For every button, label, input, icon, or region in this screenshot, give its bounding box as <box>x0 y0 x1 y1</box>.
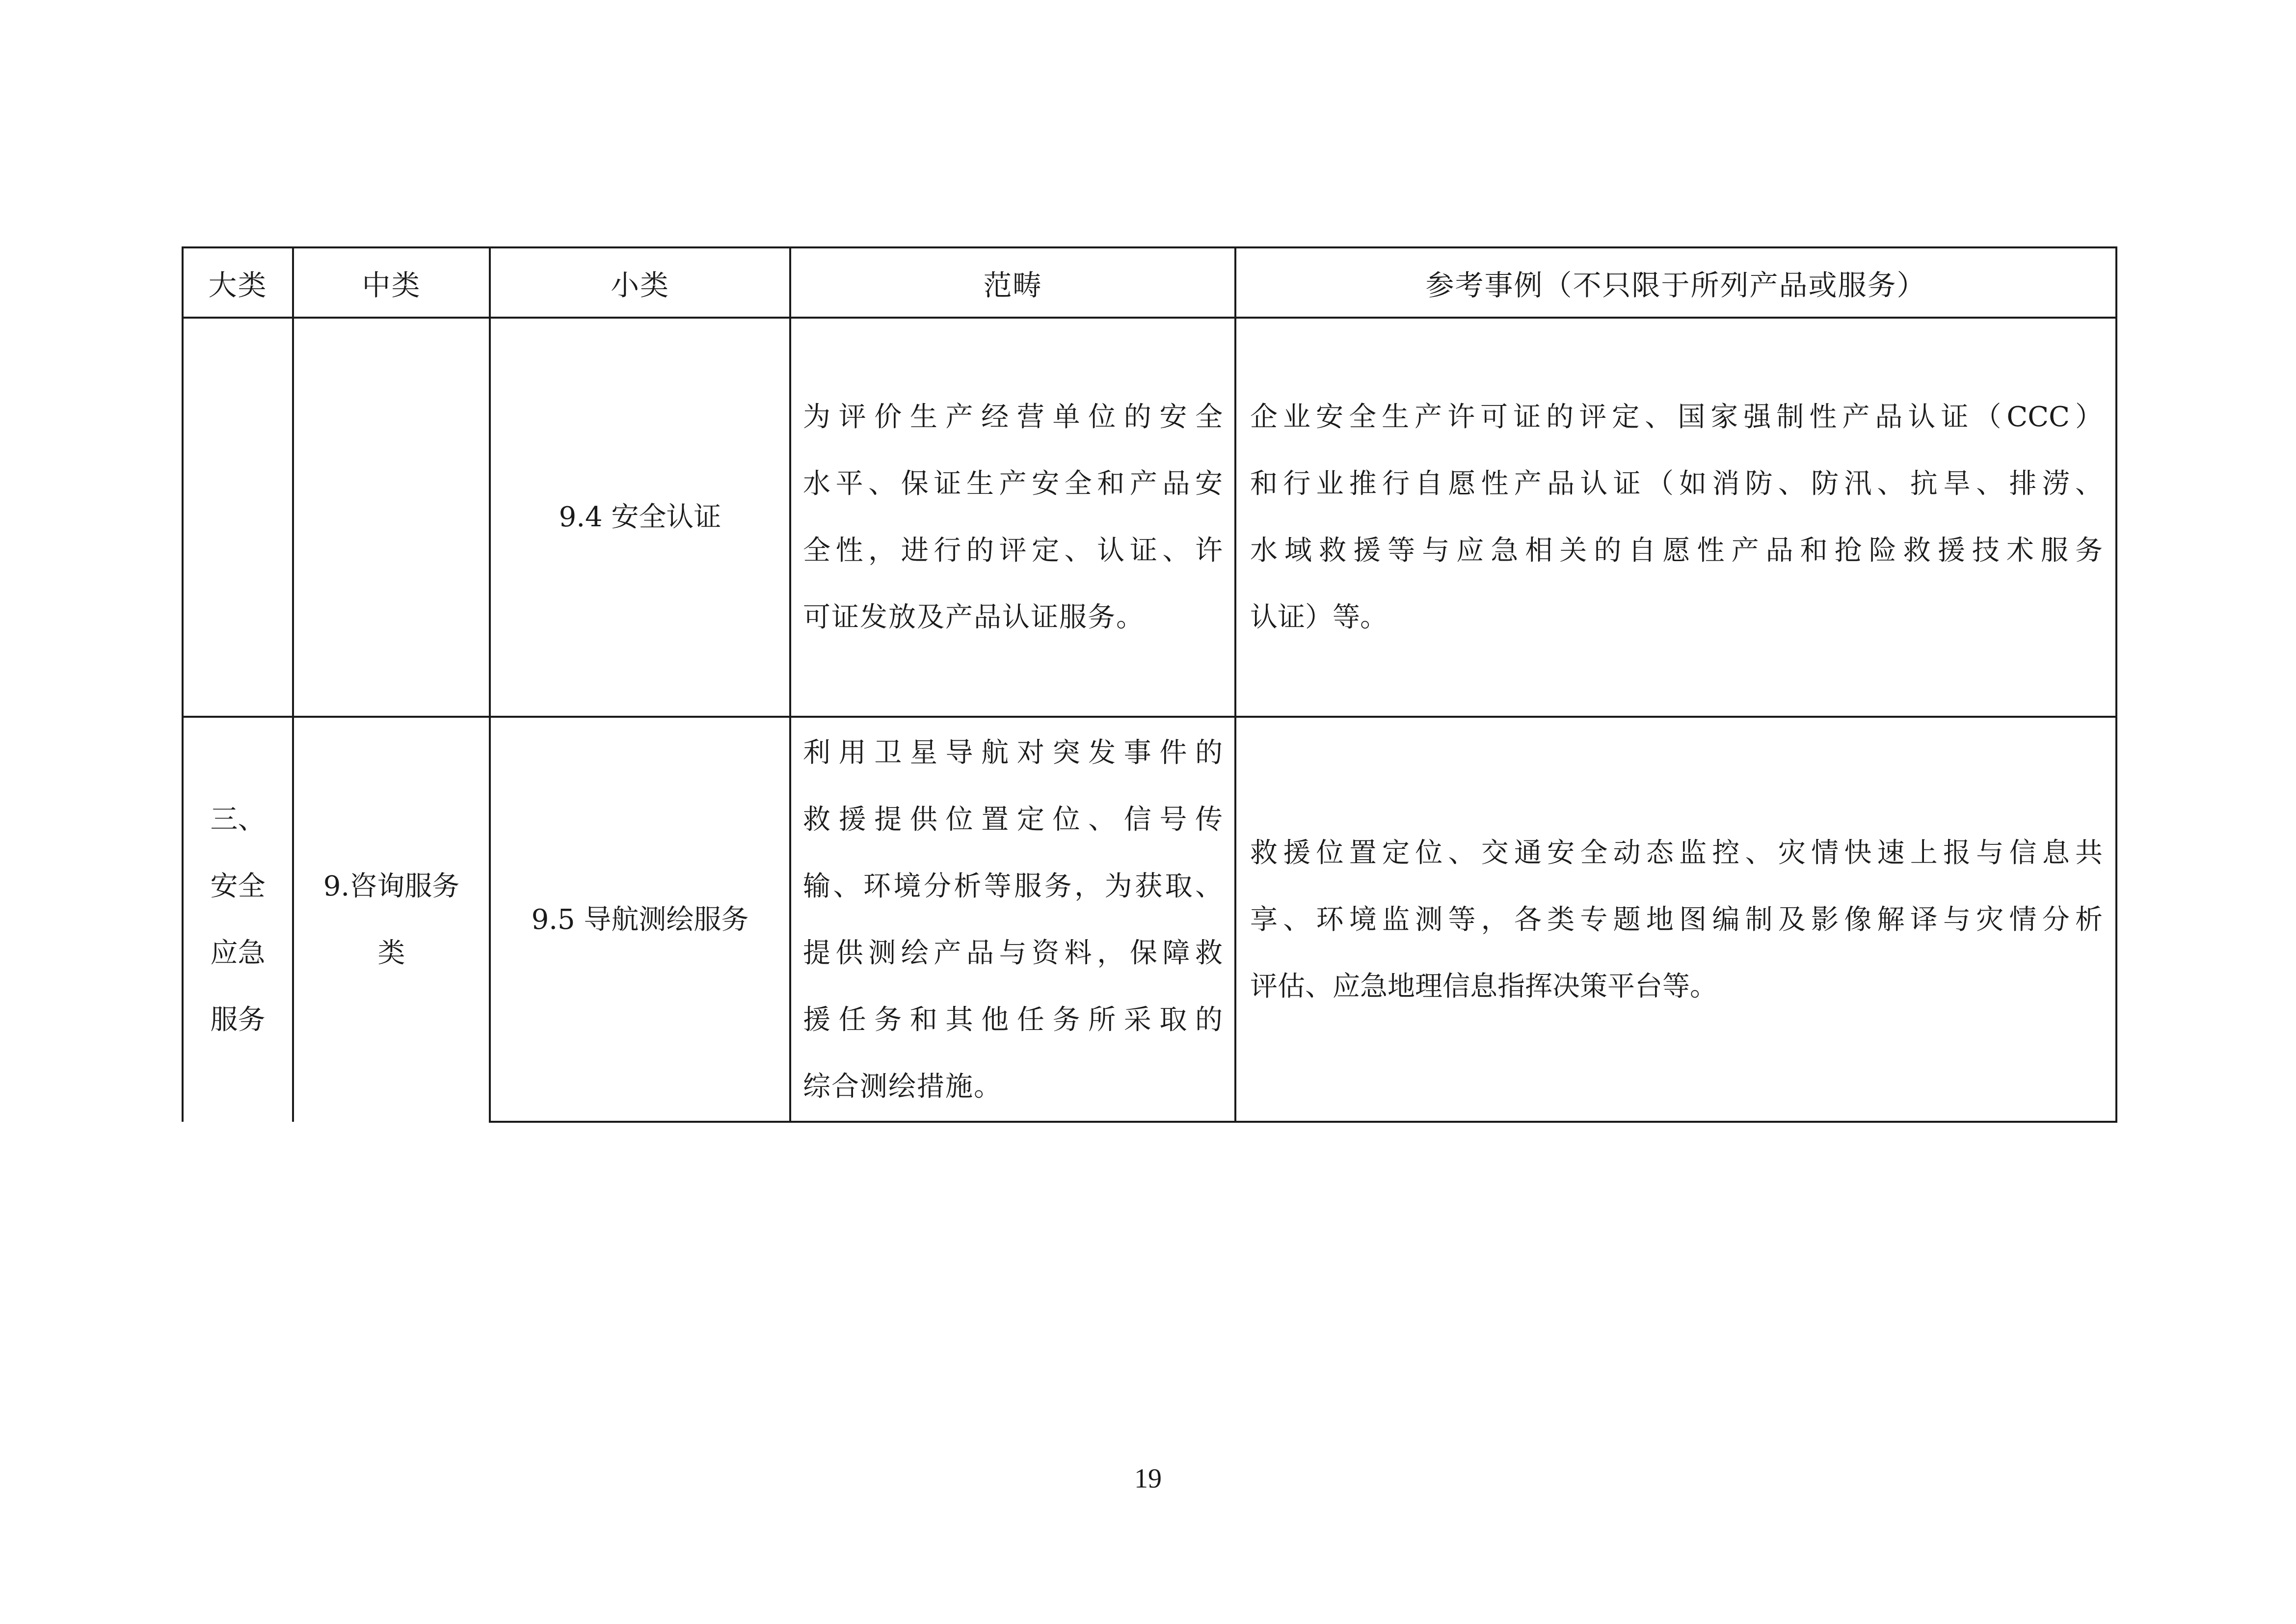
row2-major <box>211 786 266 1054</box>
examples-line: 企业安全生产许可证的评定、国家强制性产品认证（CCC） <box>1250 401 2103 433</box>
scope-line: 水平、保证生产安全和产品安 <box>803 467 1223 500</box>
major-line: 三、 <box>210 803 266 836</box>
header-scope: 范畴 <box>983 268 1042 302</box>
middle-line: 9.咨询服务 <box>323 870 460 902</box>
row2-scope-cell <box>803 718 1223 1122</box>
scope-line: 为评价生产经营单位的安全 <box>803 401 1223 433</box>
scope-line: 可证发放及产品认证服务。 <box>803 601 1145 633</box>
major-line: 应急 <box>210 937 266 969</box>
page-number: 19 <box>1134 1463 1162 1494</box>
row2-minor: 9.5 导航测绘服务 <box>531 903 749 936</box>
header-cell-major <box>184 248 292 317</box>
scope-line: 救援提供位置定位、信号传 <box>803 803 1223 836</box>
examples-line: 救援位置定位、交通安全动态监控、灾情快速上报与信息共 <box>1250 837 2103 869</box>
scope-line: 援任务和其他任务所采取的 <box>803 1003 1223 1036</box>
middle-line: 类 <box>377 937 405 969</box>
major-line: 服务 <box>210 1003 266 1036</box>
examples-line: 评估、应急地理信息指挥决策平台等。 <box>1250 970 1717 1002</box>
row2-minor-cell <box>491 718 789 1122</box>
row1-examples <box>1250 384 2103 651</box>
scope-line: 综合测绘措施。 <box>803 1070 1002 1103</box>
header-examples: 参考事例（不只限于所列产品或服务） <box>1425 268 1926 302</box>
header-minor: 小类 <box>610 268 669 302</box>
examples-line: 和行业推行自愿性产品认证（如消防、防汛、抗旱、排涝、 <box>1250 467 2103 500</box>
row2-middle-cell <box>294 718 489 1122</box>
row2-major-cell <box>184 718 292 1122</box>
header-major: 大类 <box>208 268 267 302</box>
scope-line: 全性，进行的评定、认证、许 <box>803 534 1223 567</box>
header-cell-middle <box>294 248 489 317</box>
row2-examples <box>1250 820 2103 1020</box>
col-border-4 <box>1234 246 1236 1123</box>
col-border-3 <box>789 246 791 1123</box>
major-line: 安全 <box>210 870 266 902</box>
examples-line: 水域救援等与应急相关的自愿性产品和抢险救援技术服务 <box>1250 534 2103 567</box>
header-cell-examples <box>1236 248 2115 317</box>
scope-line: 利用卫星导航对突发事件的 <box>803 736 1223 769</box>
row1-scope-cell <box>803 319 1223 716</box>
row1-minor-cell <box>491 319 789 716</box>
header-middle: 中类 <box>362 268 421 302</box>
header-cell-minor <box>491 248 789 317</box>
row2-middle <box>323 853 459 987</box>
row1-scope <box>803 384 1223 651</box>
row2-scope <box>803 720 1223 1120</box>
scope-line: 提供测绘产品与资料，保障救 <box>803 937 1223 969</box>
row1-examples-cell <box>1250 319 2103 716</box>
examples-line: 享、环境监测等，各类专题地图编制及影像解译与灾情分析 <box>1250 903 2103 936</box>
scope-line: 输、环境分析等服务，为获取、 <box>803 870 1223 902</box>
header-cell-scope <box>791 248 1234 317</box>
col-border-5 <box>2115 246 2117 1123</box>
row2-examples-cell <box>1250 718 2103 1122</box>
row1-minor: 9.4 安全认证 <box>559 501 721 533</box>
examples-line: 认证）等。 <box>1250 601 1388 633</box>
